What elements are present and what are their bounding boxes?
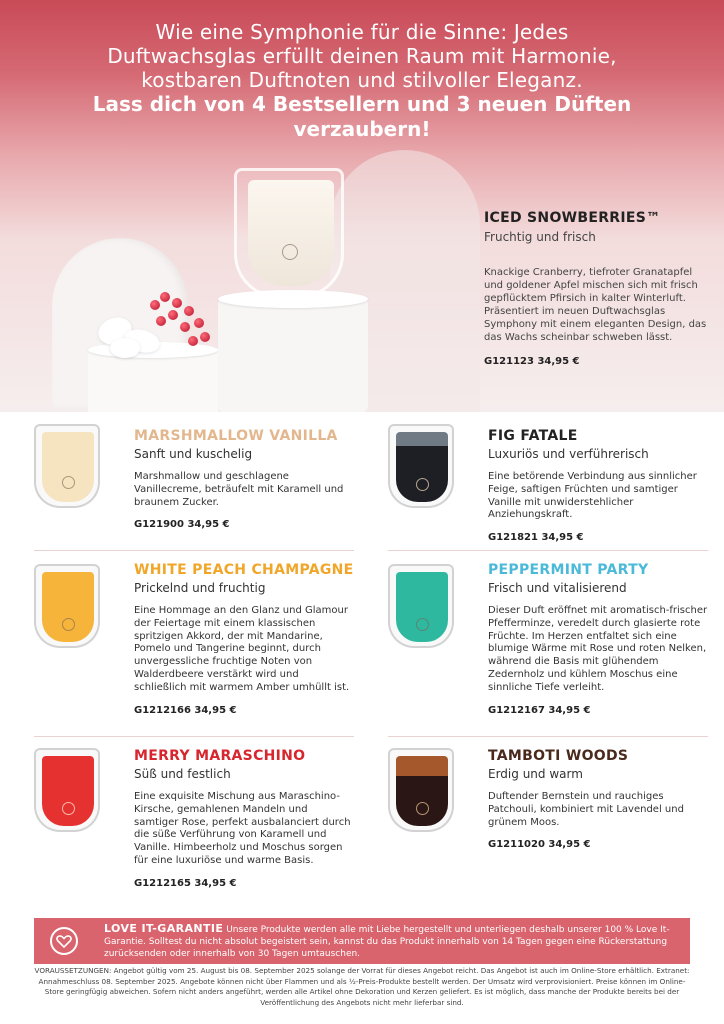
candle-wax-top [396,756,448,778]
product-description: Eine betörende Verbindung aus sinnlicher Feige, saftigen Früchten und samtiger Vanille mit unwiderstehlicher Anziehungskraft. [488,471,697,521]
product-name: TAMBOTI WOODS [488,748,629,764]
guarantee-text: Unsere Produkte werden alle mit Liebe hergestellt und unterliegen deshalb unserer 100 % Love It-Garantie. Solltest du nicht absolut begeistert sein, kannst du das Produkt innerhalb von 14 Tagen gegen eine Rückerstattung zurücksenden oder innerhalb von 30 Tagen umtauschen. [104,925,670,959]
product-card-merry-maraschino [34,746,354,906]
guarantee-text-block [104,923,684,960]
featured-candle-wax [248,180,334,286]
featured-description: Knackige Cranberry, tiefroter Granatapfel und goldener Apfel mischen sich mit frisch gepflücktem Pfirsich in kalter Winterluft. Präsentiert im neuen Duftwachsglas Symphony mit einem eleganten Design, das das Wachs scheinbar schweben lässt. [484,267,707,343]
candle-wax [42,756,94,826]
product-description: Eine Hommage an den Glanz und Glamour der Feiertage mit einem klassischen spritzigen Akkord, der mit Mandarine, Pomelo und Tangerine beginnt, durch unvergessliche fruchtige Noten von Walderdbeere verstärkt wird und schließlich mit warmem Amber umhüllt ist. [134,605,350,693]
guarantee-title: LOVE IT-GARANTIE [104,922,224,935]
product-subtitle: Luxuriös und verführerisch [488,447,649,461]
product-card-marshmallow-vanilla [34,424,354,544]
hero-line-1: Wie eine Symphonie für die Sinne: Jedes [155,20,569,44]
product-price: G1211020 34,95 € [488,839,591,851]
brand-logo-icon [282,244,298,260]
candle-wax [42,432,94,502]
product-description: Duftender Bernstein und rauchiges Patchouli, kombiniert mit Lavendel und grünem Moos. [488,791,684,828]
product-name: WHITE PEACH CHAMPAGNE [134,562,354,578]
product-description: Dieser Duft eröffnet mit aromatisch-frischer Pfefferminze, veredelt durch glasierte rote Früchte. Im Herzen entfaltet sich eine blumige Wärme mit Rose und roten Nelken, während die Basis mit glühendem Zedernholz und kühlem Moschus eine sinnliche Tiefe verleiht. [488,605,708,693]
product-price: G1212165 34,95 € [134,877,237,889]
berry-icon [188,336,198,346]
hero-bold-1: Lass dich von 4 Bestsellern und 3 neuen Düften [92,92,632,116]
product-subtitle: Prickelnd und fruchtig [134,581,266,595]
product-subtitle: Frisch und vitalisierend [488,581,627,595]
product-price: G1212167 34,95 € [488,704,591,716]
product-subtitle: Sanft und kuschelig [134,447,253,461]
product-card-fig-fatale [388,424,708,544]
product-name: PEPPERMINT PARTY [488,562,649,578]
product-name: MARSHMALLOW VANILLA [134,428,338,444]
candle-wax [396,572,448,642]
brand-logo-icon [416,802,429,815]
hero-line-2: Duftwachsglas erfüllt deinen Raum mit Harmonie, [107,44,617,68]
featured-subtitle: Fruchtig und frisch [484,230,596,244]
pedestal [218,298,368,412]
berry-icon [172,298,182,308]
product-subtitle: Erdig und warm [488,767,583,781]
featured-name: ICED SNOWBERRIES™ [484,210,661,226]
hero-headline [0,20,724,142]
product-price: G121900 34,95 € [134,519,230,531]
brand-logo-icon [416,478,429,491]
berry-icon [200,332,210,342]
berry-icon [160,292,170,302]
hero-banner [0,0,724,412]
heart-badge-icon [50,927,78,955]
candle-wax [42,572,94,642]
product-card-white-peach-champagne [34,560,354,730]
brand-logo-icon [62,802,75,815]
product-subtitle: Süß und festlich [134,767,231,781]
brand-logo-icon [62,618,75,631]
hero-line-3: kostbaren Duftnoten und stilvoller Eleganz. [141,68,583,92]
product-name: MERRY MARASCHINO [134,748,306,764]
product-price: G1212166 34,95 € [134,704,237,716]
berry-icon [150,300,160,310]
berry-icon [156,316,166,326]
berry-icon [184,306,194,316]
berry-icon [168,310,178,320]
berry-icon [194,318,204,328]
divider [34,736,354,737]
brand-logo-icon [62,476,75,489]
product-name: FIG FATALE [488,428,578,444]
brand-logo-icon [416,618,429,631]
divider [388,736,708,737]
featured-product [484,210,714,367]
product-price: G121821 34,95 € [488,532,584,544]
low-pedestal [88,350,218,412]
product-card-peppermint-party [388,560,708,730]
candle-wax [396,776,448,826]
product-description: Eine exquisite Mischung aus Maraschino-Kirsche, gemahlenen Mandeln und samtiger Rose, perfekt ausbalanciert durch die süße Verführung von Karamell und Vanille. Himbeerholz und Moschus sorgen für eine luxuriöse und warme Basis. [134,791,351,866]
orchid-petal-icon [110,338,140,358]
hero-bold-2: verzaubern! [293,117,431,141]
divider [388,550,708,551]
candle-wax [396,446,448,502]
featured-price: G121123 34,95 € [484,356,580,367]
product-card-tamboti-woods [388,746,708,906]
divider [34,550,354,551]
product-description: Marshmallow und geschlagene Vanillecreme, beträufelt mit Karamell und braunem Zucker. [134,471,344,508]
legal-footnote: VORAUSSETZUNGEN: Angebot gültig vom 25. August bis 08. September 2025 solange der Vorrat für dieses Angebot reicht. Das Angebot ist auch im Online-Store erhältlich. Extranet: Annahmeschluss 08. September 2025. Angebote können nicht über Flammen und als ½-Preis-Produkte bestellt werden. Der Umsatz wird verprovisioniert. Preise können im Online-Store geringfügig abweichen. Sofern nicht anders angeführt, werden alle Artikel ohne Dekoration und Kerzen geliefert. Es ist möglich, dass manche der Produkte bereits bei der Veröffentlichung des Angebots nicht mehr lieferbar sind. [34,966,690,1007]
love-it-guarantee-band [34,918,690,964]
berry-icon [180,322,190,332]
